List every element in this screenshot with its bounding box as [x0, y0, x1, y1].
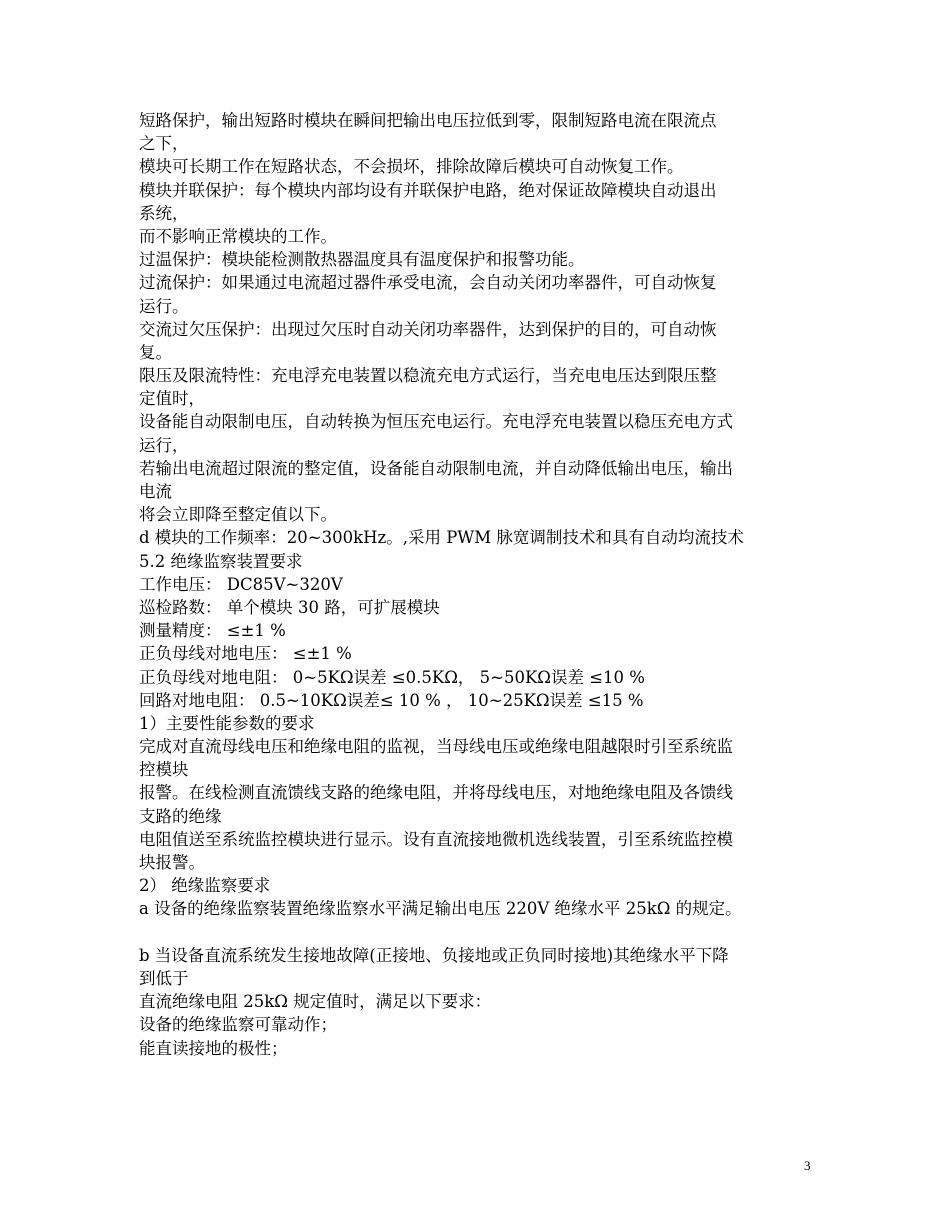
text-line: 限压及限流特性：充电浮充电装置以稳流充电方式运行，当充电电压达到限压整 [139, 366, 717, 386]
text-line: a 设备的绝缘监察装置绝缘监察水平满足输出电压 220V 绝缘水平 25kΩ 的规定。 [139, 899, 742, 919]
text-line: 块报警。 [139, 853, 205, 872]
text-line: 短路保护，输出短路时模块在瞬间把输出电压拉低到零，限制短路电流在限流点 [139, 111, 717, 130]
text-line: 设备能自动限制电压，自动转换为恒压充电运行。充电浮充电装置以稳压充电方式 [139, 412, 733, 432]
text-line: 正负母线对地电阻： 0~5KΩ误差 ≤0.5KΩ， 5~50KΩ误差 ≤10 % [139, 667, 645, 687]
text-line: 到低于 [139, 968, 189, 988]
text-line: 控模块 [139, 760, 189, 780]
text-line: 定值时， [139, 389, 205, 409]
text-line: 设备的绝缘监察可靠动作； [139, 1015, 337, 1035]
text-line: 模块并联保护：每个模块内部均设有并联保护电路，绝对保证故障模块自动退出 [139, 180, 717, 200]
text-line: 将会立即降至整定值以下。 [139, 505, 337, 525]
text-line: 完成对直流母线电压和绝缘电阻的监视，当母线电压或绝缘电阻越限时引至系统监 [139, 737, 733, 757]
text-line: 5.2 绝缘监察装置要求 [139, 551, 303, 571]
text-line: 报警。在线检测直流馈线支路的绝缘电阻，并将母线电压，对地绝缘电阻及各馈线 [139, 783, 733, 803]
page-number: 3 [804, 1158, 811, 1173]
text-line: 2） 绝缘监察要求 [139, 876, 271, 896]
document-body [139, 109, 819, 1060]
text-line: b 当设备直流系统发生接地故障(正接地、负接地或正负同时接地)其绝缘水平下降 [139, 945, 729, 965]
text-line: d 模块的工作频率：20~300kHz。,采用 PWM 脉宽调制技术和具有自动均流技术 [139, 528, 744, 548]
text-line: 巡检路数： 单个模块 30 路，可扩展模块 [139, 597, 440, 617]
text-line: 模块可长期工作在短路状态，不会损坏，排除故障后模块可自动恢复工作。 [139, 157, 684, 177]
text-line: 若输出电流超过限流的整定值，设备能自动限制电流，并自动降低输出电压，输出 [139, 458, 733, 478]
text-line: 工作电压： DC85V~320V [139, 574, 343, 594]
text-line: 复。 [139, 342, 172, 362]
text-line [139, 921, 819, 944]
text-line: 回路对地电阻： 0.5~10KΩ误差≤ 10 % ， 10~25KΩ误差 ≤15 % [139, 690, 644, 710]
text-line: 之下， [139, 134, 189, 154]
text-line: 运行。 [139, 296, 189, 316]
text-line: 正负母线对地电压： ≤±1 % [139, 644, 352, 664]
text-line: 1）主要性能参数的要求 [139, 713, 315, 733]
text-line: 过温保护：模块能检测散热器温度具有温度保护和报警功能。 [139, 250, 585, 270]
text-line: 过流保护：如果通过电流超过器件承受电流，会自动关闭功率器件，可自动恢复 [139, 273, 717, 293]
text-line: 系统， [139, 203, 189, 223]
text-line: 电阻值送至系统监控模块进行显示。设有直流接地微机选线装置，引至系统监控模 [139, 829, 733, 849]
text-line: 测量精度： ≤±1 % [139, 621, 286, 641]
text-line: 交流过欠压保护：出现过欠压时自动关闭功率器件，达到保护的目的，可自动恢 [139, 319, 717, 339]
text-line: 而不影响正常模块的工作。 [139, 226, 337, 246]
text-line: 运行， [139, 435, 189, 455]
text-line: 支路的绝缘 [139, 806, 222, 826]
text-line: 能直读接地的极性； [139, 1038, 288, 1058]
text-line: 电流 [139, 482, 172, 501]
text-line: 直流绝缘电阻 25kΩ 规定值时，满足以下要求： [139, 992, 492, 1012]
